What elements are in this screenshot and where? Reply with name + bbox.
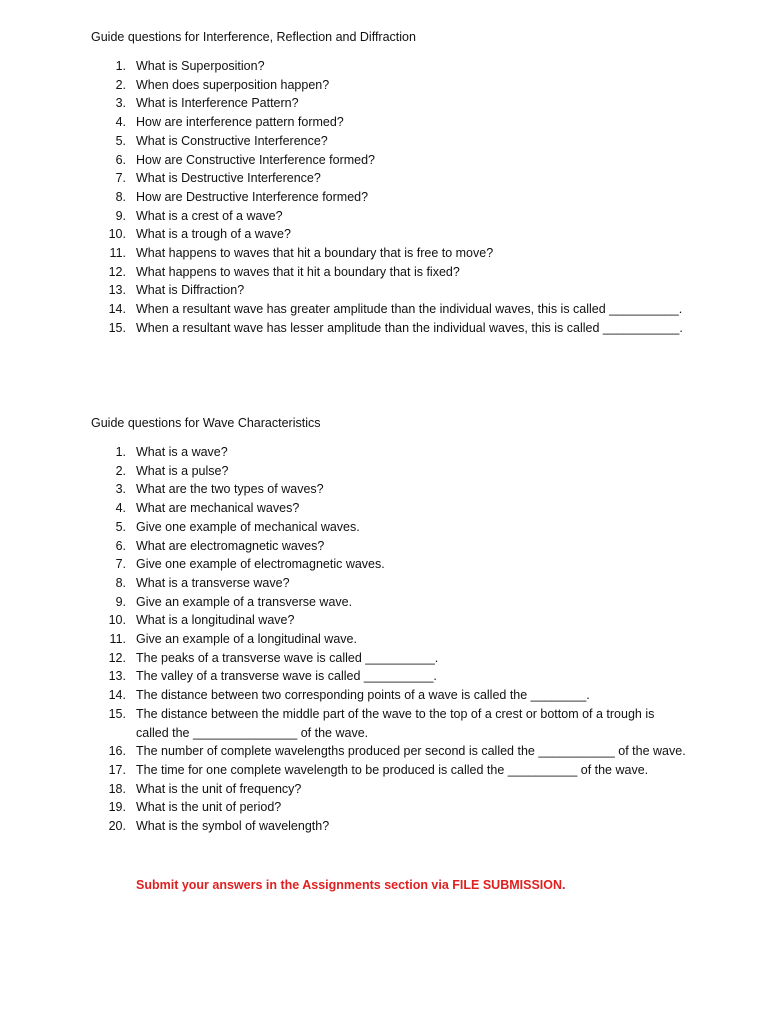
question-number: 3. xyxy=(115,482,126,497)
question-text: How are Constructive Interference formed? xyxy=(136,152,375,167)
question-number: 15. xyxy=(108,320,126,335)
list-item xyxy=(0,281,768,300)
list-item xyxy=(0,462,768,481)
question-text: What is Diffraction? xyxy=(136,283,245,298)
question-list-wave-characteristics xyxy=(0,443,768,836)
question-text: What happens to waves that it hit a boundary that is fixed? xyxy=(136,264,460,279)
question-list-interference xyxy=(0,57,768,338)
question-text: What is the unit of frequency? xyxy=(136,781,302,796)
list-item xyxy=(0,649,768,668)
question-text: The number of complete wavelengths produced per second is called the ___________ of the wave. xyxy=(136,744,686,759)
question-text: What is a crest of a wave? xyxy=(136,208,283,223)
question-number: 6. xyxy=(115,152,126,167)
question-number: 20. xyxy=(108,819,126,834)
list-item xyxy=(0,742,768,761)
question-text: What is a pulse? xyxy=(136,463,229,478)
list-item xyxy=(0,244,768,263)
list-item xyxy=(0,207,768,226)
question-text: What is a longitudinal wave? xyxy=(136,613,295,628)
list-item xyxy=(0,593,768,612)
question-text: The distance between two corresponding points of a wave is called the ________. xyxy=(136,688,590,703)
question-number: 7. xyxy=(115,557,126,572)
question-number: 18. xyxy=(108,781,126,796)
question-number: 11. xyxy=(109,246,126,261)
question-text: How are interference pattern formed? xyxy=(136,115,344,130)
question-text: Give one example of electromagnetic waves. xyxy=(136,557,385,572)
list-item xyxy=(0,518,768,537)
question-text: What is the unit of period? xyxy=(136,800,282,815)
list-item xyxy=(0,76,768,95)
list-item xyxy=(0,574,768,593)
question-number: 1. xyxy=(115,59,126,73)
question-number: 16. xyxy=(108,744,126,759)
question-number: 8. xyxy=(115,575,126,590)
list-item xyxy=(0,94,768,113)
question-text: Give an example of a longitudinal wave. xyxy=(136,632,357,647)
list-item xyxy=(0,761,768,780)
question-number: 5. xyxy=(115,519,126,534)
list-item xyxy=(0,686,768,705)
question-number: 1. xyxy=(115,445,126,459)
list-item xyxy=(0,537,768,556)
question-number: 4. xyxy=(115,501,126,516)
question-text: What are the two types of waves? xyxy=(136,482,324,497)
list-item xyxy=(0,480,768,499)
question-number: 10. xyxy=(108,613,126,628)
question-text: What happens to waves that hit a boundary that is free to move? xyxy=(136,246,494,261)
section-title-interference: Guide questions for Interference, Reflection and Diffraction xyxy=(91,30,416,44)
list-item xyxy=(0,817,768,836)
question-text: What are electromagnetic waves? xyxy=(136,538,325,553)
question-number: 14. xyxy=(108,688,126,703)
list-item xyxy=(0,798,768,817)
question-text: What is the symbol of wavelength? xyxy=(136,819,330,834)
question-text: The time for one complete wavelength to be produced is called the __________ of the wave. xyxy=(136,762,649,777)
question-number: 2. xyxy=(115,463,126,478)
question-text: What is Interference Pattern? xyxy=(136,96,299,111)
question-text: The peaks of a transverse wave is called __________. xyxy=(136,650,439,665)
question-text: When a resultant wave has lesser amplitude than the individual waves, this is called ___________. xyxy=(136,320,683,335)
submission-instruction: Submit your answers in the Assignments section via FILE SUBMISSION. xyxy=(136,878,566,892)
list-item xyxy=(0,169,768,188)
question-number: 9. xyxy=(115,208,126,223)
question-text: What is Destructive Interference? xyxy=(136,171,321,186)
question-number: 10. xyxy=(108,227,126,242)
question-number: 17. xyxy=(108,762,126,777)
list-item xyxy=(0,300,768,319)
question-text: The valley of a transverse wave is called __________. xyxy=(136,669,437,684)
question-number: 9. xyxy=(115,594,126,609)
question-number: 4. xyxy=(115,115,126,130)
list-item xyxy=(0,113,768,132)
question-text: What is a trough of a wave? xyxy=(136,227,291,242)
question-number: 14. xyxy=(108,302,126,317)
question-number: 12. xyxy=(108,264,126,279)
list-item xyxy=(0,57,768,76)
question-number: 6. xyxy=(115,538,126,553)
question-number: 13. xyxy=(108,669,126,684)
question-text: What is a transverse wave? xyxy=(136,575,290,590)
list-item xyxy=(0,611,768,630)
list-item xyxy=(0,499,768,518)
question-text: What is a wave? xyxy=(136,445,228,459)
question-text: What is Superposition? xyxy=(136,59,265,73)
question-number: 19. xyxy=(108,800,126,815)
question-text: What are mechanical waves? xyxy=(136,501,300,516)
question-text: What is Constructive Interference? xyxy=(136,133,328,148)
list-item xyxy=(0,263,768,282)
list-item xyxy=(0,705,768,742)
question-number: 8. xyxy=(115,189,126,204)
question-number: 11. xyxy=(109,632,126,647)
question-text: Give one example of mechanical waves. xyxy=(136,519,360,534)
question-text: The distance between the middle part of the wave to the top of a crest or bottom of a trough is called the _______________ of the wave. xyxy=(136,706,655,740)
list-item xyxy=(0,151,768,170)
list-item xyxy=(0,780,768,799)
question-number: 12. xyxy=(108,650,126,665)
list-item xyxy=(0,667,768,686)
question-number: 3. xyxy=(115,96,126,111)
section-title-wave-characteristics: Guide questions for Wave Characteristics xyxy=(91,416,321,430)
list-item xyxy=(0,630,768,649)
question-number: 7. xyxy=(115,171,126,186)
list-item xyxy=(0,188,768,207)
question-text: Give an example of a transverse wave. xyxy=(136,594,353,609)
question-number: 15. xyxy=(108,706,126,721)
question-text: When a resultant wave has greater amplitude than the individual waves, this is called __________. xyxy=(136,302,683,317)
list-item xyxy=(0,225,768,244)
question-text: When does superposition happen? xyxy=(136,77,330,92)
question-number: 5. xyxy=(115,133,126,148)
list-item xyxy=(0,443,768,462)
list-item xyxy=(0,319,768,338)
question-number: 13. xyxy=(108,283,126,298)
question-number: 2. xyxy=(115,77,126,92)
list-item xyxy=(0,555,768,574)
list-item xyxy=(0,132,768,151)
question-text: How are Destructive Interference formed? xyxy=(136,189,369,204)
